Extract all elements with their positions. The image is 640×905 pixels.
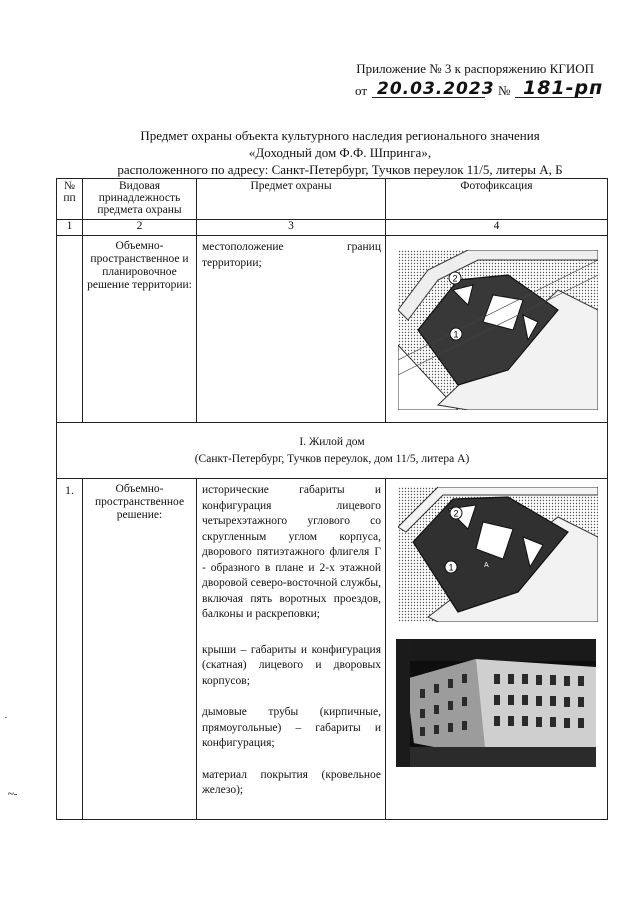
territory-map-image [398,250,598,410]
header-photo: Фотофиксация [386,179,608,220]
subject-dimensions: исторические габариты и конфигурация лицевого четырехэтажного углового со скругленным углом корпуса, дворового пятиэтажного флигеля Г - образного в плане и 2-х этажной дворовой северо-восточной службы, включая пять воротных проездов, балконы и раскреповки; [202,484,381,620]
row-building-type: Объемно-пространственное решение: [83,479,197,820]
col-number-4: 4 [386,220,608,236]
row-building-photo-cell [386,479,608,820]
subject-roofs: крыши – габариты и конфигурация (скатная) лицевого и дворовых корпусов; [202,643,381,687]
building-map-label-2: 2 [453,508,459,519]
header-type: Видовая принадлежность предмета охраны [83,179,197,220]
scan-mark-dot: · [4,712,8,724]
header-subject: Предмет охраны [197,179,386,220]
order-number: 181-рп [523,77,604,99]
row-territory-subject: местоположение границ территории; [197,236,386,423]
row-territory-type: Объемно-пространственное и планировочное решение территории: [83,236,197,423]
order-number-label: № [498,83,511,98]
building-map-letter: А [484,562,489,569]
heading-line-3: расположенного по адресу: Санкт-Петербург, Тучков переулок 11/5, литеры А, Б [117,162,563,177]
header-num: № пп [57,179,83,220]
subject-roof-material: материал покрытия (кровельное железо); [202,768,381,796]
col-number-2: 2 [83,220,197,236]
table-row-building [57,479,608,820]
row-building-subject [197,479,386,820]
building-photo-image [396,639,596,767]
row-territory-photo-cell [386,236,608,423]
table-header-row [57,179,608,220]
col-number-3: 3 [197,220,386,236]
appendix-note: Приложение № 3 к распоряжению КГИОП [356,61,594,76]
section-cell [57,423,608,479]
order-date: 20.03.2023 [377,79,495,99]
protection-table [56,178,608,820]
order-reference [355,77,604,103]
building-map-label-1: 1 [448,562,454,573]
scan-mark-dash: ~- [8,788,18,800]
section-row [57,423,608,479]
section-address: (Санкт-Петербург, Тучков переулок, дом 11/5, литера А) [194,452,470,465]
order-from-label: от [355,83,368,98]
section-title: I. Жилой дом [299,435,365,448]
territory-map-label-2: 2 [452,273,458,284]
row-building-num: 1. [57,479,83,820]
table-row-territory [57,236,608,423]
territory-map-label-1: 1 [453,329,459,340]
subject-chimneys: дымовые трубы (кирпичные, прямоугольные) – габариты и конфигурация; [202,706,381,749]
heading-line-2: «Доходный дом Ф.Ф. Шпринга», [248,145,432,160]
col-number-1: 1 [57,220,83,236]
building-map-image [398,487,598,622]
heading-line-1: Предмет охраны объекта культурного наследия регионального значения [140,128,540,143]
row-territory-num [57,236,83,423]
table-numbering-row [57,220,608,236]
